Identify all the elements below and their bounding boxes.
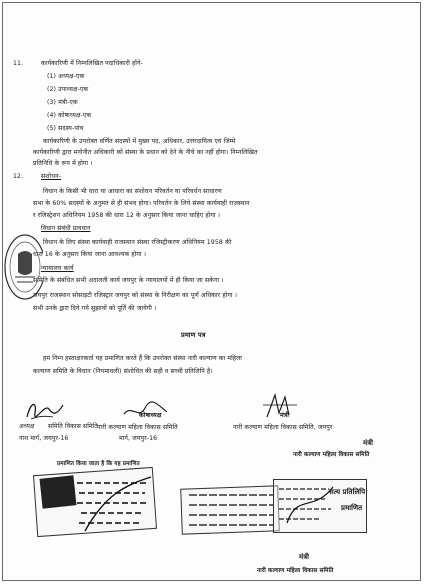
law-line: धारा 16 के अनुसार किया जाना आवश्यक होगा । (33, 251, 147, 258)
stamp-left-header: प्रमाणित किया जाता है कि यह प्रमाणित (57, 461, 140, 467)
court-line: समिति के संबंधित सभी अदालती कार्य जयपुर के न्यायालयों में ही किया जा सकेगा । (33, 277, 224, 284)
signatory-right-org: नारी कल्याण महिला विकास समिति, जयपुर (233, 424, 333, 431)
verification-stamp-right (181, 479, 421, 539)
office-item: (3) मंत्री-एक (47, 99, 78, 106)
stamp-right-org: नारी कल्याण महिला विकास समिति (293, 452, 370, 458)
signatory-mid-org: नारी कल्याण महिला विकास समिति (97, 424, 178, 431)
signatory-left-address: नाथ मार्ग, जयपुर-16 (19, 435, 69, 442)
bottom-stamp-title: मंत्री (299, 553, 310, 561)
inspection-line: जयपुर राजस्थान सोसाइटी रजिस्ट्रार जयपुर को संस्था के निरीक्षण का पूर्ण अधिकार होगा । (33, 292, 238, 299)
true-copy-label: सत्य प्रतिलिपि (329, 488, 366, 496)
verification-stamp-left (35, 461, 163, 539)
stamp-right-title: मंत्री (363, 439, 374, 447)
signatory-left-title: अध्यक्ष (19, 423, 35, 430)
section-12-line: र रजिस्ट्रेशन अधिनियम 1958 की धारा 12 के अनुसार किया जाना चाहिए होगा । (33, 212, 221, 219)
section-11-para-line: कार्यकारिणी द्वारा मनोनीत अधिकारी को संस्था के प्रधान को देने के नीचे का नहीं होगा। निम्नलिखित (33, 149, 258, 156)
law-heading: विधान संबंधी प्रावधान (41, 225, 91, 232)
registration-seal (3, 232, 43, 302)
section-12-line: सभा के 60% सदस्यों के अनुमत से ही संभव होगा। परिवर्तन के लिये संस्था कार्यवाही राजस्थान (33, 200, 250, 207)
bottom-stamp-org: नारी कल्याण महिला विकास समिति (257, 568, 334, 574)
president-signature (23, 397, 68, 423)
signatory-mid-title: कोषाध्यक्ष (139, 412, 162, 419)
certificate-line: हम निम्न हस्ताक्षरकर्ता यह प्रमाणित करते हैं कि उपरोक्त संस्था नारी कल्याण का महिला (43, 355, 242, 362)
office-item: (5) सदस्य-पांच (47, 125, 84, 132)
stamp-ink-blot (40, 475, 77, 508)
section-12-number: 12. (13, 173, 24, 180)
section-11-heading: कार्यकारिणी में निम्नलिखित पदाधिकारी होंगे- (41, 60, 143, 67)
certificate-title: प्रमाण पत्र (181, 331, 206, 339)
signatory-left-org: समिति विकास समिति (48, 423, 98, 430)
office-item: (2) उपाध्यक्ष-एक (47, 86, 89, 93)
inspection-line: सभी उनके द्वारा दिये गये सुझावों को पूर्ति की जायेगी । (33, 305, 157, 312)
section-11-para-line: कार्यकारिणी के उपरोक्त वर्णित सदस्यों में मुख्य पद, अधिकार, उत्तरदायित्व एवं जिम्मे (43, 138, 236, 145)
court-heading: न्यायालय कार्य (41, 265, 74, 272)
document-page (2, 2, 421, 581)
office-item: (1) अध्यक्ष-एक (47, 73, 85, 80)
certified-label: प्रमाणित (341, 504, 363, 512)
office-item: (4) कोषाध्यक्ष-एक (47, 112, 92, 119)
signatory-mid-address: मार्ग, जयपुर-16 (119, 435, 158, 442)
section-11-number: 11. (13, 60, 24, 67)
section-12-line: विधान के किसी भी धारा या आधारा का संशोधन परिवर्तन या परिवर्धन साधारण (43, 188, 222, 195)
signatory-right-title: मंत्री (280, 412, 289, 419)
section-12-heading: संशोधन- (41, 173, 61, 180)
section-11-para-line: प्रतिनिधि के रूप में होगा । (33, 160, 93, 167)
law-line: विधान के लिए संस्था कार्यवाही राजस्थान संस्था रजिस्ट्रीकरण अधिनियम 1958 की (43, 239, 232, 246)
certificate-line: कल्याण समिति के विधान (नियमावली) संशोधित की सही व सच्ची प्रतिलिपि है। (33, 368, 213, 375)
